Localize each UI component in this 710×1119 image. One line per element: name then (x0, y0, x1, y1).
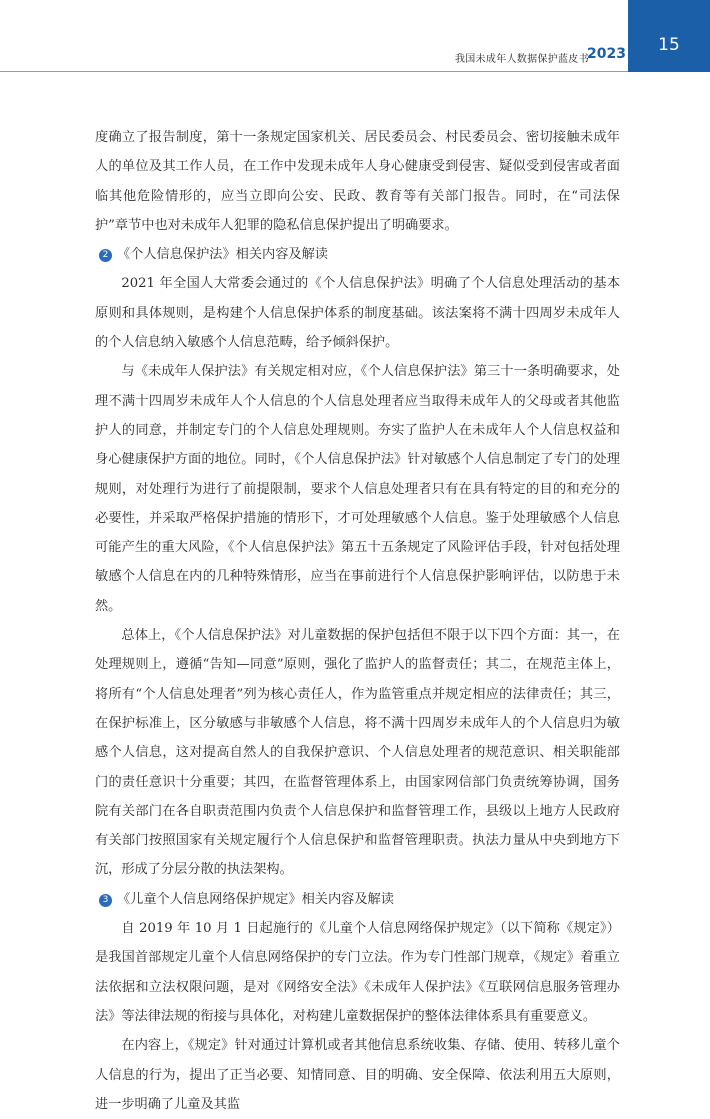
book-title: 我国未成年人数据保护蓝皮书 (455, 54, 589, 65)
book-year: 2023 (587, 46, 626, 62)
section-heading-text: 《儿童个人信息网络保护规定》相关内容及解读 (116, 891, 394, 907)
page-number: 15 (658, 35, 680, 55)
paragraph-3: 与《未成年人保护法》有关规定相对应，《个人信息保护法》第三十一条明确要求，处理不满十四周岁未成年人个人信息的个人信息处理者应当取得未成年人的父母或者其他监护人的同意，并制定专门的个人信息处理规则。夯实了监护人在未成年人个人信息权益和身心健康保护方面的地位。同时，《个人信息保护法》针对敏感个人信息制定了专门的处理规则，对处理行为进行了前提限制，要求个人信息处理者只有在具有特定的目的和充分的必要性，并采取严格保护措施的情形下，才可处理敏感个人信息。鉴于处理敏感个人信息可能产生的重大风险，《个人信息保护法》第五十五条规定了风险评估手段，针对包括处理敏感个人信息在内的几种特殊情形，应当在事前进行个人信息保护影响评估，以防患于未然。 (95, 364, 620, 614)
paragraph-6: 在内容上，《规定》针对通过计算机或者其他信息系统收集、存储、使用、转移儿童个人信息的行为，提出了正当必要、知情同意、目的明确、安全保障、依法利用五大原则，进一步明确了儿童及其监 (95, 1038, 620, 1112)
page-number-tab (628, 0, 710, 72)
paragraph-2: 2021 年全国人大常委会通过的《个人信息保护法》明确了个人信息处理活动的基本原则和具体规则，是构建个人信息保护体系的制度基础。该法案将不满十四周岁未成年人的个人信息纳入敏感个人信息范畴，给予倾斜保护。 (95, 276, 620, 351)
section-heading-2 (95, 240, 620, 269)
section-number-badge: 2 (99, 249, 112, 262)
section-heading-text: 《个人信息保护法》相关内容及解读 (116, 247, 328, 263)
paragraph-5: 自 2019 年 10 月 1 日起施行的《儿童个人信息网络保护规定》（以下简称《规定》）是我国首部规定儿童个人信息网络保护的专门立法。作为专门性部门规章，《规定》着重立法依据和立法权限问题，是对《网络安全法》《未成年人保护法》《互联网信息服务管理办法》等法律法规的衔接与具体化，对构建儿童数据保护的整体法律体系具有重要意义。 (95, 921, 620, 1024)
header-divider (0, 71, 628, 72)
paragraph-4: 总体上，《个人信息保护法》对儿童数据的保护包括但不限于以下四个方面：其一，在处理规则上，遵循“告知—同意”原则，强化了监护人的监督责任；其二，在规范主体上，将所有“个人信息处理者”列为核心责任人，作为监管重点并规定相应的法律责任；其三，在保护标准上，区分敏感与非敏感个人信息，将不满十四周岁未成年人的个人信息归为敏感个人信息，这对提高自然人的自我保护意识、个人信息处理者的规范意识、相关职能部门的责任意识十分重要；其四，在监督管理体系上，由国家网信部门负责统筹协调，国务院有关部门在各自职责范围内负责个人信息保护和监督管理工作，县级以上地方人民政府有关部门按照国家有关规定履行个人信息保护和监督管理职责。执法力量从中央到地方下沉，形成了分层分散的执法架构。 (95, 628, 620, 878)
section-heading-3 (95, 885, 620, 914)
section-number-badge: 3 (99, 894, 112, 907)
paragraph-1: 度确立了报告制度，第十一条规定国家机关、居民委员会、村民委员会、密切接触未成年人的单位及其工作人员，在工作中发现未成年人身心健康受到侵害、疑似受到侵害或者面临其他危险情形的，应当立即向公安、民政、教育等有关部门报告。同时，在“司法保护”章节中也对未成年人犯罪的隐私信息保护提出了明确要求。 (95, 130, 620, 233)
page-body (95, 123, 620, 1119)
